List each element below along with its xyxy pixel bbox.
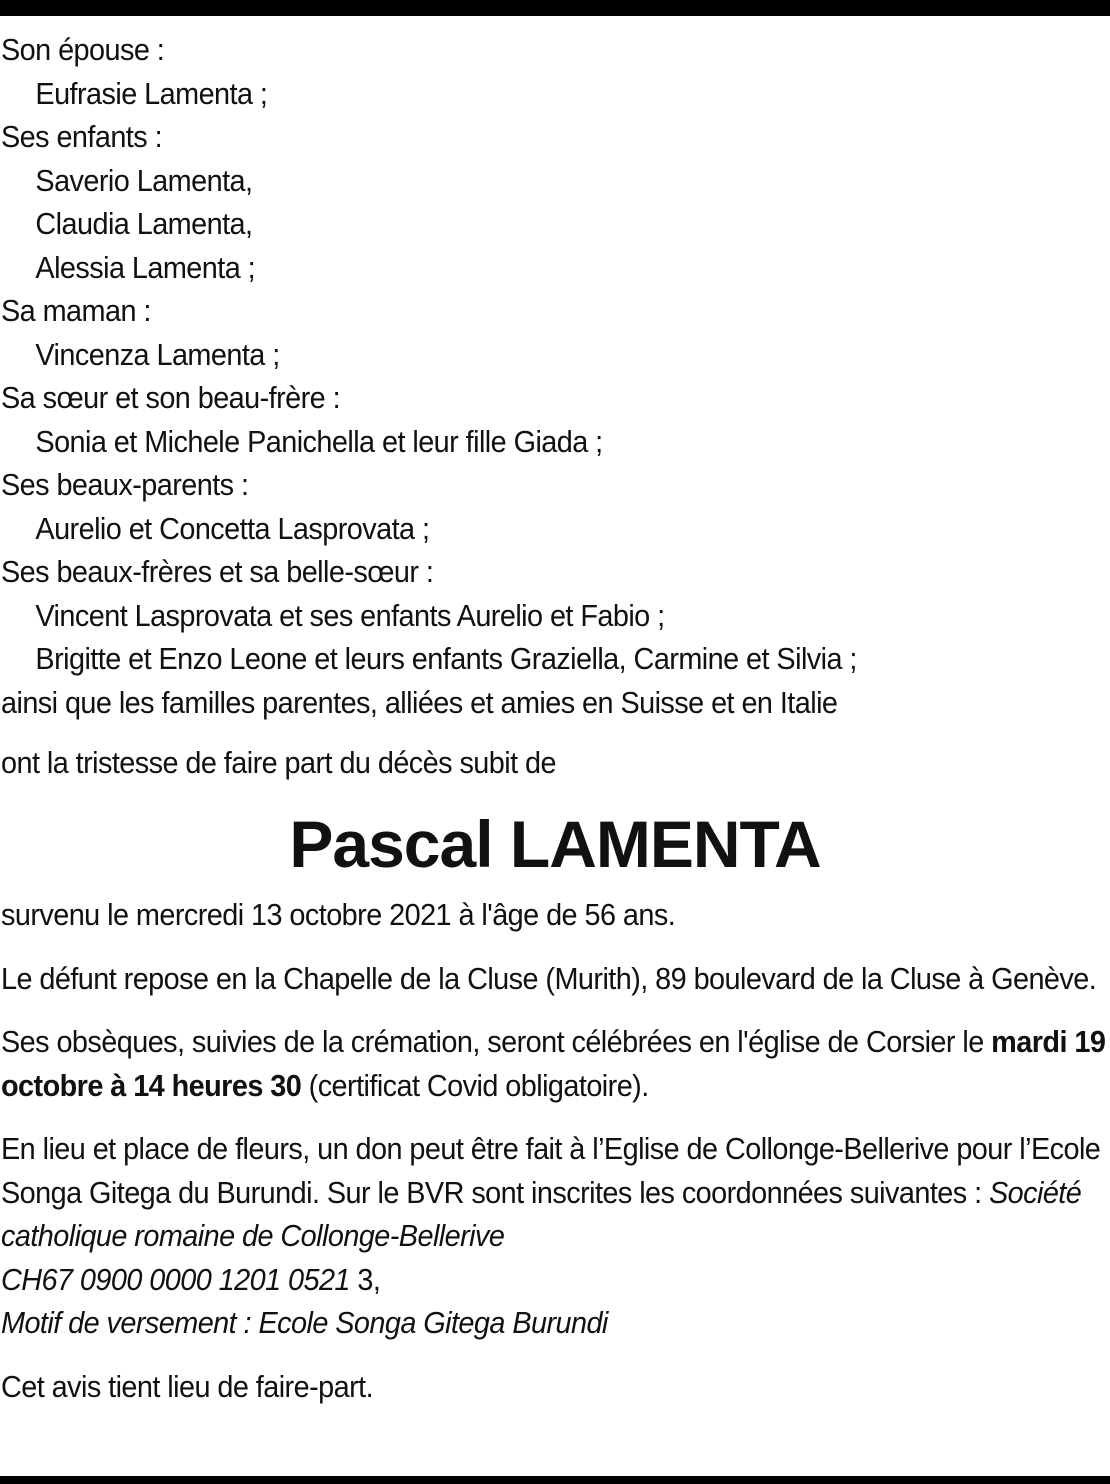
donation-beneficiary: Société catholique romaine de Collonge-Bellerive: [1, 1174, 1082, 1253]
donation-text: En lieu et place de fleurs, un don peut être fait à l’Eglise de Collonge-Bellerive pour l’Ecole Songa Gitega du Burundi. Sur le BVR sont inscrites les coordonnées suivantes :: [1, 1131, 1101, 1210]
family-member: Eufrasie Lamenta ;: [35, 75, 268, 111]
footer-note: Cet avis tient lieu de faire-part.: [1, 1368, 374, 1404]
family-member: Vincent Lasprovata et ses enfants Aurelio et Fabio ;: [35, 597, 665, 633]
family-member: Brigitte et Enzo Leone et leurs enfants Graziella, Carmine et Silvia ;: [35, 641, 857, 676]
death-info: survenu le mercredi 13 octobre 2021 à l'âge de 56 ans.: [1, 897, 676, 932]
family-member: Saverio Lamenta,: [35, 162, 253, 198]
family-list: [1, 28, 1108, 785]
family-heading: Ses beaux-frères et sa belle-sœur :: [1, 554, 434, 589]
repose-text: Le défunt repose en la Chapelle de la Cluse (Murith), 89 boulevard de la Cluse à Genève.: [1, 960, 1097, 996]
bottom-rule: [0, 1476, 1110, 1484]
donation-iban-suffix: 3,: [357, 1261, 381, 1297]
details: [1, 893, 1108, 1428]
family-member: Alessia Lamenta ;: [35, 249, 256, 285]
family-member: Sonia et Michele Panichella et leur fille Giada ;: [35, 423, 603, 459]
closing-family: ainsi que les familles parentes, alliées et amies en Suisse et en Italie: [1, 684, 838, 720]
funeral-note: (certificat Covid obligatoire).: [308, 1067, 649, 1103]
funeral-date: mardi 19 octobre à 14 heures 30: [1, 1024, 1106, 1103]
top-rule: [0, 0, 1110, 16]
family-heading: Son épouse :: [1, 32, 165, 67]
family-member: Vincenza Lamenta ;: [35, 336, 280, 372]
family-member: Aurelio et Concetta Lasprovata ;: [35, 510, 430, 546]
donation-info: [1, 1127, 1108, 1345]
family-heading: Sa sœur et son beau-frère :: [1, 380, 341, 415]
donation-iban: CH67 0900 0000 1201 0521: [1, 1261, 350, 1297]
family-member: Claudia Lamenta,: [35, 206, 253, 241]
repose-info: [1, 957, 1108, 1001]
funeral-intro: Ses obsèques, suivies de la crémation, seront célébrées en l'église de Corsier le: [1, 1024, 984, 1059]
deceased-name: Pascal LAMENTA: [289, 807, 821, 881]
family-heading: Ses beaux-parents :: [1, 467, 249, 502]
funeral-info: [1, 1020, 1108, 1107]
family-heading: Ses enfants :: [1, 119, 163, 154]
family-heading: Sa maman :: [1, 293, 151, 328]
announcement: ont la tristesse de faire part du décès subit de: [1, 745, 556, 780]
donation-motif: Motif de versement : Ecole Songa Gitega Burundi: [1, 1305, 608, 1340]
